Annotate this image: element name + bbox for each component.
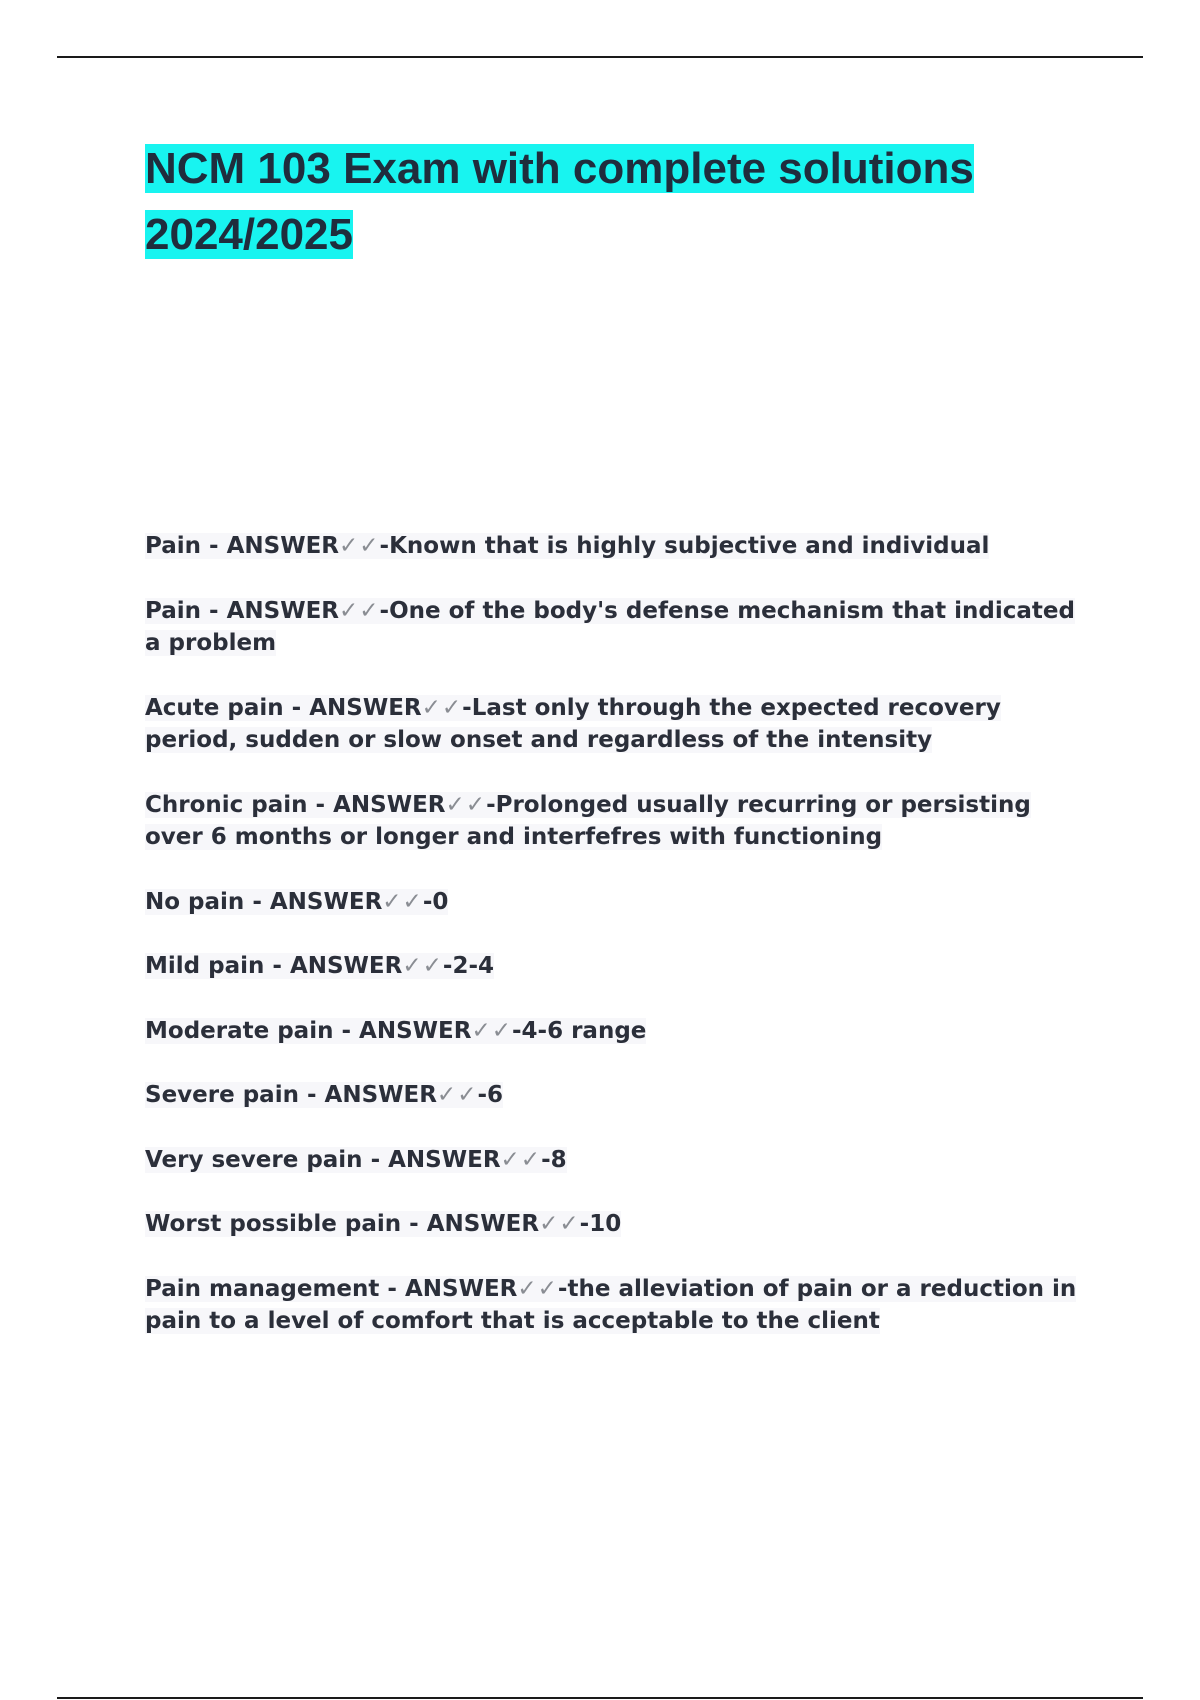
qa-term: Moderate pain [145,1017,334,1044]
top-rule [57,56,1143,58]
qa-answer: Known that is highly subjective and individual [389,533,990,559]
qa-term: Pain [145,597,202,624]
qa-term: Acute pain [145,694,284,721]
check-icon: ✓✓ [436,1082,478,1108]
qa-answer: 4-6 range [521,1017,647,1044]
qa-item: Worst possible pain - ANSWER✓✓-10 [145,1211,622,1237]
qa-list [145,530,1085,1370]
check-icon: ✓✓ [445,791,487,818]
qa-item: Chronic pain - ANSWER✓✓-Prolonged usually recurring or persisting over 6 months or longer and interfefres with functioning [145,791,1031,850]
qa-item: Pain - ANSWER✓✓-One of the body's defense mechanism that indicated a problem [145,597,1075,656]
qa-term: Worst possible pain [145,1211,402,1237]
qa-answer-label: ANSWER [289,953,403,979]
qa-answer-label: ANSWER [324,1082,437,1108]
qa-item: Pain - ANSWER✓✓-Known that is highly subjective and individual [145,533,990,559]
qa-answer-label: ANSWER [388,1146,501,1173]
check-icon: ✓✓ [539,1211,580,1237]
qa-answer: One of the body's defense mechanism that indicated a problem [145,597,1075,656]
check-icon: ✓✓ [471,1017,512,1044]
qa-term: Pain management [145,1275,380,1302]
qa-item: Acute pain - ANSWER✓✓-Last only through the expected recovery period, sudden or slow onset and regardless of the intensity [145,694,1001,753]
check-icon: ✓✓ [421,694,463,721]
qa-term: Pain [145,533,202,559]
qa-answer: Last only through the expected recovery period, sudden or slow onset and regardless of the intensity [145,694,1001,753]
qa-item: Pain management - ANSWER✓✓-the alleviation of pain or a reduction in pain to a level of comfort that is acceptable to the client [145,1275,1077,1334]
qa-item: Severe pain - ANSWER✓✓-6 [145,1082,504,1108]
qa-answer-label: ANSWER [359,1017,472,1044]
qa-answer-label: ANSWER [226,533,339,559]
qa-answer: 0 [432,888,449,915]
qa-answer: Prolonged usually recurring or persisting over 6 months or longer and interfefres with functioning [145,791,1031,850]
qa-item: No pain - ANSWER✓✓-0 [145,888,449,915]
qa-term: Severe pain [145,1082,299,1108]
qa-answer: 6 [487,1082,504,1108]
qa-answer-label: ANSWER [426,1211,540,1237]
qa-item: Mild pain - ANSWER✓✓-2-4 [145,953,494,979]
check-icon: ✓✓ [402,953,443,979]
qa-term: Mild pain [145,953,265,979]
qa-answer-label: ANSWER [269,888,383,915]
qa-answer: 8 [550,1146,567,1173]
document-title [145,136,1075,268]
check-icon: ✓✓ [382,888,423,915]
check-icon: ✓✓ [517,1275,558,1302]
check-icon: ✓✓ [339,533,380,559]
check-icon: ✓✓ [500,1146,542,1173]
check-icon: ✓✓ [339,597,380,624]
bottom-rule [57,1697,1143,1699]
qa-answer-label: ANSWER [226,597,339,624]
qa-answer: 10 [589,1211,622,1237]
qa-answer: the alleviation of pain or a reduction in pain to a level of comfort that is acceptable to the client [145,1275,1077,1334]
qa-term: Chronic pain [145,791,308,818]
qa-item: Moderate pain - ANSWER✓✓-4-6 range [145,1017,647,1044]
qa-term: Very severe pain [145,1146,363,1173]
qa-answer-label: ANSWER [309,694,422,721]
title-highlight: NCM 103 Exam with complete solutions 2024/2025 [145,144,974,259]
qa-term: No pain [145,888,245,915]
qa-answer-label: ANSWER [404,1275,518,1302]
qa-item: Very severe pain - ANSWER✓✓-8 [145,1146,567,1173]
qa-answer: 2-4 [452,953,494,979]
qa-answer-label: ANSWER [333,791,446,818]
